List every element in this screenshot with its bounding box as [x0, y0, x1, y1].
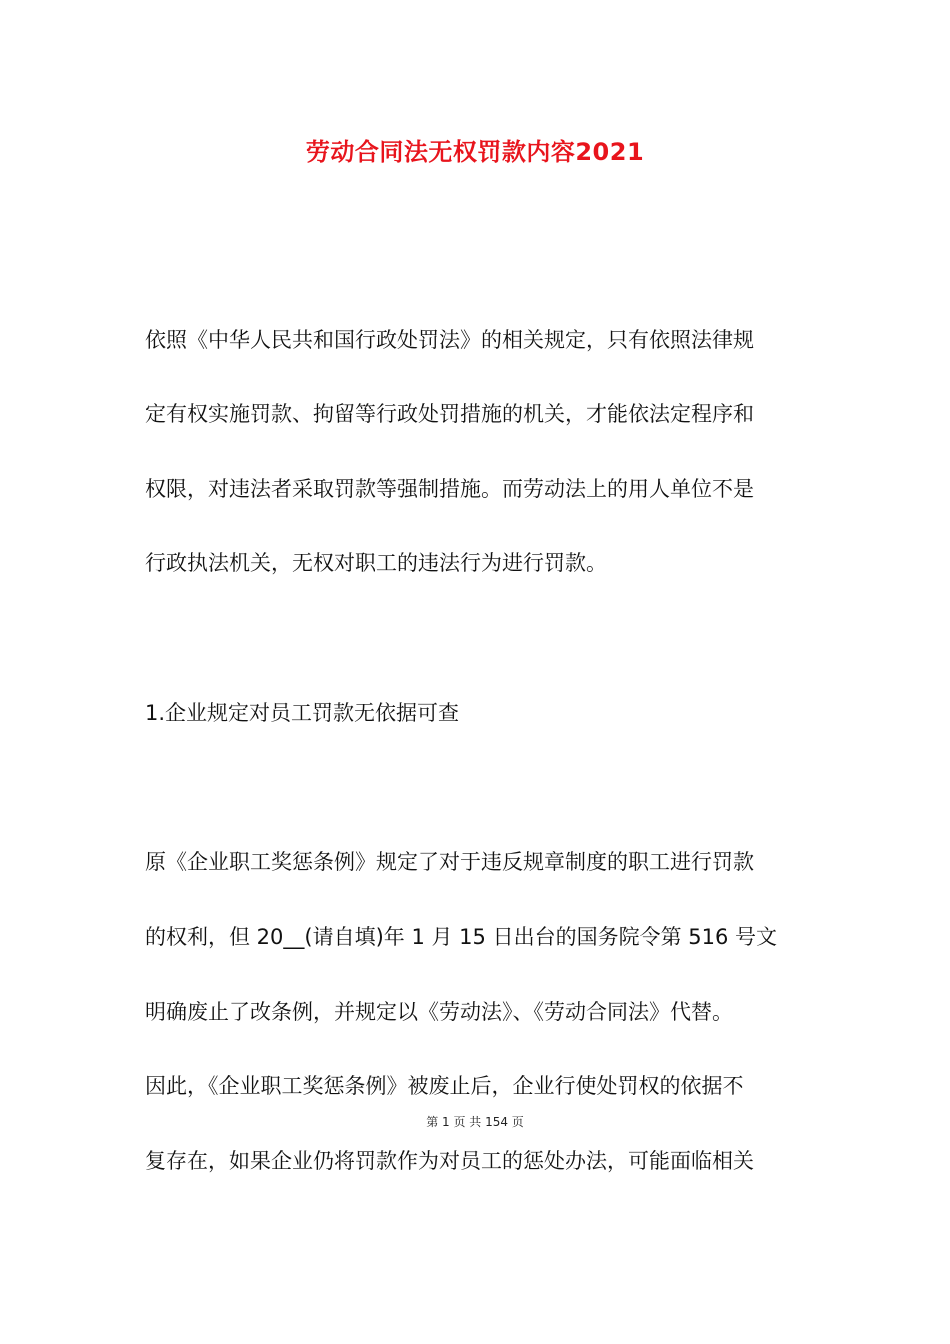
paragraph-2-line-2: 的权利，但 20__(请自填)年 1 月 15 日出台的国务院令第 516 号文: [145, 925, 777, 949]
paragraph-1-line-4: 行政执法机关，无权对职工的违法行为进行罚款。: [145, 551, 607, 575]
paragraph-1-line-3: 权限，对违法者采取罚款等强制措施。而劳动法上的用人单位不是: [145, 477, 754, 501]
paragraph-2-line-1: 原《企业职工奖惩条例》规定了对于违反规章制度的职工进行罚款: [145, 850, 754, 874]
document-title: 劳动合同法无权罚款内容2021: [305, 138, 645, 166]
paragraph-2-line-3: 明确废止了改条例，并规定以《劳动法》、《劳动合同法》代替。: [145, 1000, 733, 1024]
page-footer: 第 1 页 共 154 页: [426, 1115, 524, 1129]
section-heading: 1.企业规定对员工罚款无依据可查: [145, 701, 460, 725]
paragraph-1-line-1: 依照《中华人民共和国行政处罚法》的相关规定，只有依照法律规: [145, 328, 754, 352]
paragraph-2-line-4: 因此，《企业职工奖惩条例》被废止后，企业行使处罚权的依据不: [145, 1074, 744, 1098]
paragraph-1-line-2: 定有权实施罚款、拘留等行政处罚措施的机关，才能依法定程序和: [145, 402, 754, 426]
paragraph-2-line-5: 复存在，如果企业仍将罚款作为对员工的惩处办法，可能面临相关: [145, 1149, 754, 1173]
